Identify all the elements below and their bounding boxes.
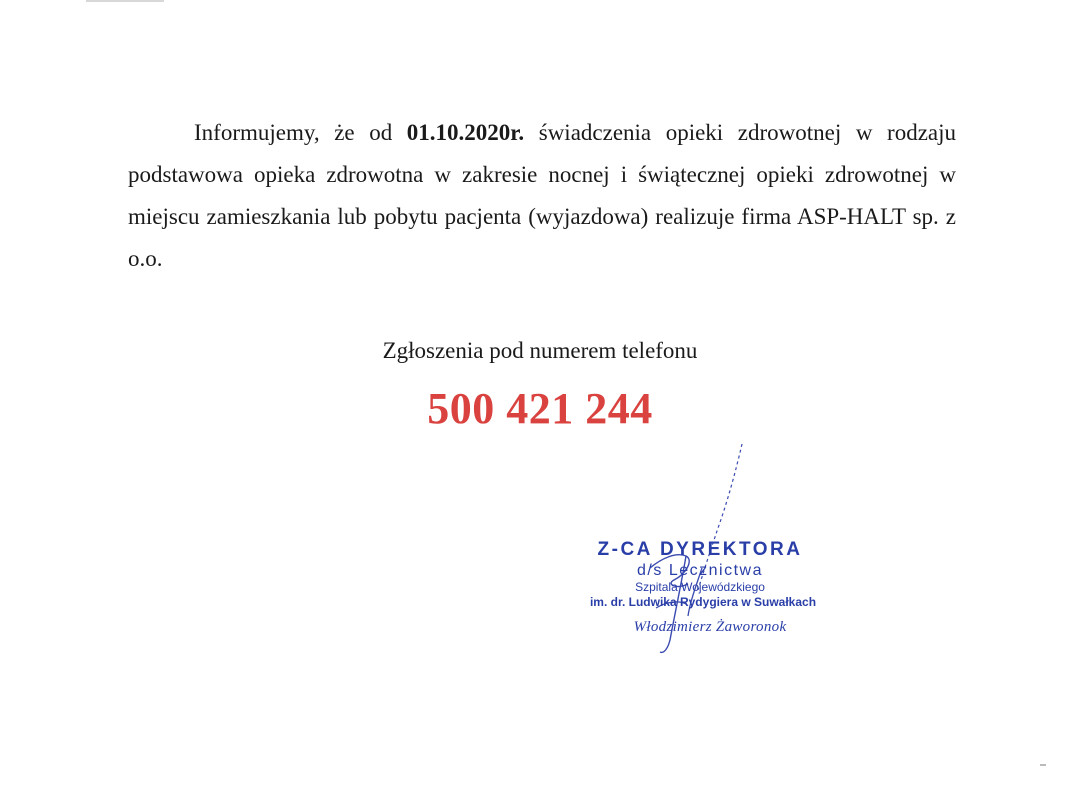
notice-date: 01.10.2020r. <box>406 120 525 145</box>
scan-artifact-top <box>86 0 164 2</box>
phone-number: 500 421 244 <box>427 384 653 433</box>
notice-intro: Informujemy, że od <box>194 120 407 145</box>
stamp-department: d/s Lecznictwa <box>637 562 763 579</box>
notice-body: świadczenia opieki zdrowotnej w rodzaju podstawowa opieka zdrowotna w zakresie nocnej i świątecznej opieki zdrowotnej w miejscu zamieszkania lub pobytu pacjenta (wyjazdowa) realizuje firma ASP-HALT sp. z o.o. <box>128 120 957 271</box>
scan-artifact-corner <box>1040 764 1046 766</box>
stamp-hospital-name: im. dr. Ludwika Rydygiera w Suwałkach <box>589 595 817 609</box>
official-stamp <box>560 538 840 638</box>
stamp-title: Z-CA DYREKTORA <box>597 539 803 560</box>
notice-paragraph <box>128 112 956 280</box>
phone-label: Zgłoszenia pod numerem telefonu <box>382 338 698 363</box>
stamp-person-name: Włodzimierz Żaworonok <box>633 619 787 635</box>
stamp-hospital: Szpitala Wojewódzkiego <box>635 580 765 594</box>
